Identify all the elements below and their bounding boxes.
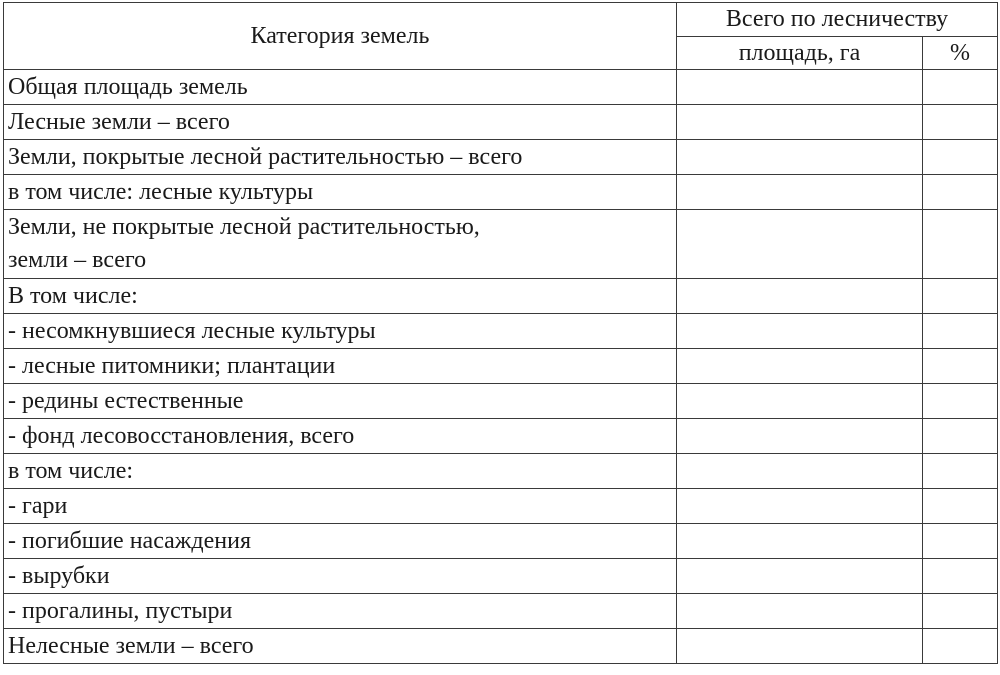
area-cell <box>677 210 923 279</box>
table-row <box>4 454 998 489</box>
table-row <box>4 384 998 419</box>
row-label: - вырубки <box>4 559 677 594</box>
percent-cell <box>923 279 998 314</box>
area-cell <box>677 454 923 489</box>
percent-cell <box>923 384 998 419</box>
percent-cell <box>923 559 998 594</box>
row-label: Нелесные земли – всего <box>4 629 677 664</box>
percent-cell <box>923 419 998 454</box>
percent-cell <box>923 524 998 559</box>
row-label: Земли, покрытые лесной растительностью – всего <box>4 140 677 175</box>
row-label: - лесные питомники; плантации <box>4 349 677 384</box>
percent-cell <box>923 140 998 175</box>
table-row <box>4 314 998 349</box>
table-row <box>4 524 998 559</box>
table-row <box>4 349 998 384</box>
area-cell <box>677 105 923 140</box>
row-label: в том числе: лесные культуры <box>4 175 677 210</box>
area-cell <box>677 524 923 559</box>
area-cell <box>677 629 923 664</box>
percent-cell <box>923 349 998 384</box>
area-cell <box>677 279 923 314</box>
percent-cell <box>923 594 998 629</box>
row-label: В том числе: <box>4 279 677 314</box>
table-row <box>4 489 998 524</box>
area-cell <box>677 384 923 419</box>
percent-cell <box>923 210 998 279</box>
area-cell <box>677 175 923 210</box>
header-area: площадь, га <box>677 37 923 70</box>
row-label: Общая площадь земель <box>4 70 677 105</box>
area-cell <box>677 594 923 629</box>
row-label <box>4 210 677 279</box>
percent-cell <box>923 629 998 664</box>
row-label: - несомкнувшиеся лесные культуры <box>4 314 677 349</box>
row-label-line-2: земли – всего <box>8 247 147 273</box>
row-label: - прогалины, пустыри <box>4 594 677 629</box>
area-cell <box>677 70 923 105</box>
table-row <box>4 279 998 314</box>
row-label: - гари <box>4 489 677 524</box>
percent-cell <box>923 314 998 349</box>
header-land-category: Категория земель <box>4 3 677 70</box>
percent-cell <box>923 175 998 210</box>
table-row <box>4 419 998 454</box>
percent-cell <box>923 70 998 105</box>
table-row <box>4 559 998 594</box>
table-row <box>4 140 998 175</box>
area-cell <box>677 419 923 454</box>
area-cell <box>677 314 923 349</box>
land-category-table <box>3 2 998 664</box>
area-cell <box>677 349 923 384</box>
percent-cell <box>923 105 998 140</box>
table-row <box>4 175 998 210</box>
row-label: Лесные земли – всего <box>4 105 677 140</box>
row-label: - редины естественные <box>4 384 677 419</box>
row-label: - погибшие насаждения <box>4 524 677 559</box>
row-label: в том числе: <box>4 454 677 489</box>
percent-cell <box>923 489 998 524</box>
row-label-line-1: Земли, не покрытые лесной растительностью, <box>8 214 480 240</box>
area-cell <box>677 559 923 594</box>
table-row <box>4 594 998 629</box>
header-percent: % <box>923 37 998 70</box>
header-forestry-total: Всего по лесничеству <box>677 3 998 37</box>
table-row <box>4 105 998 140</box>
percent-cell <box>923 454 998 489</box>
area-cell <box>677 140 923 175</box>
table-row <box>4 629 998 664</box>
table-row <box>4 70 998 105</box>
table-row <box>4 210 998 279</box>
row-label: - фонд лесовосстановления, всего <box>4 419 677 454</box>
area-cell <box>677 489 923 524</box>
